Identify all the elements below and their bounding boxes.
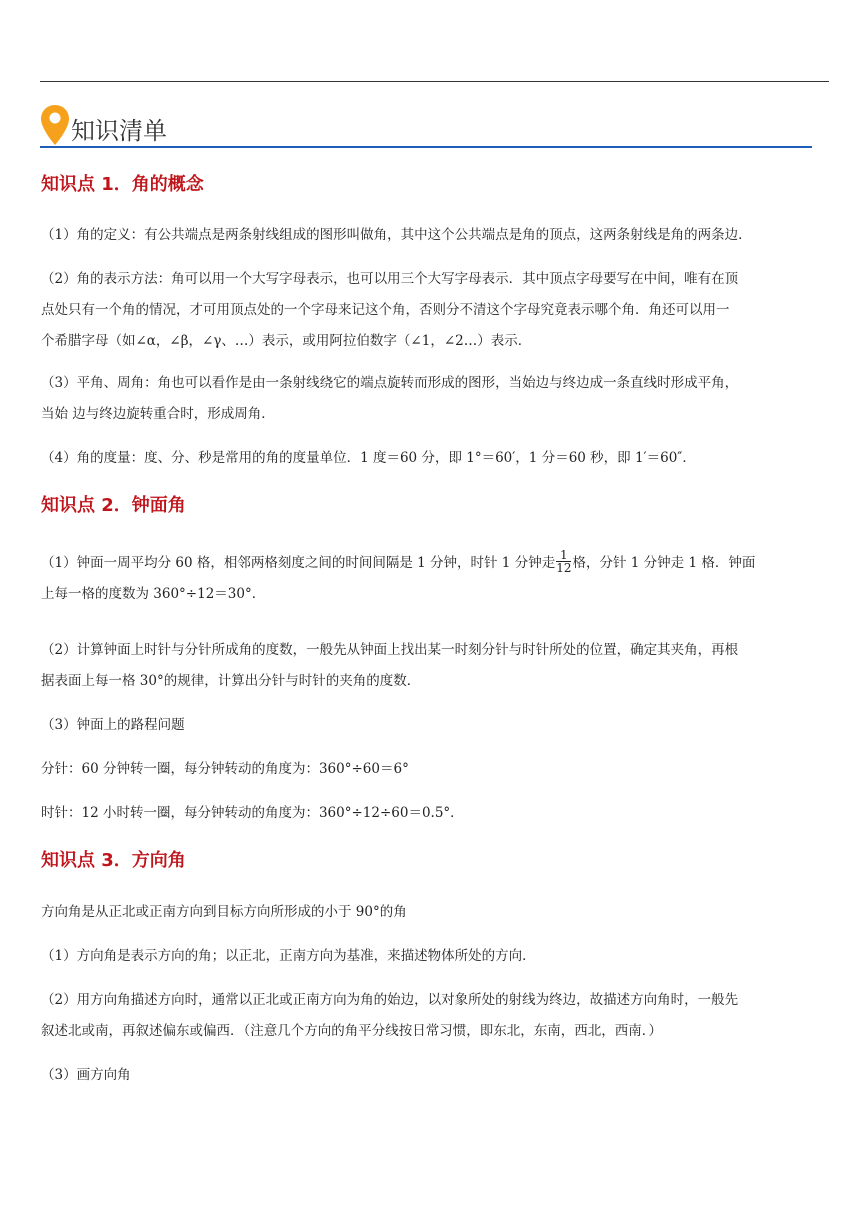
kp1-p2-line1: （2）角的表示方法：角可以用一个大写字母表示，也可以用三个大写字母表示．其中顶点字母要写在中间，唯有在顶 [41, 271, 739, 287]
section-header [40, 102, 812, 148]
kp1-paragraph-2 [41, 264, 831, 357]
kp2-p3: （3）钟面上的路程问题 [41, 717, 185, 733]
kp1-paragraph-1 [41, 220, 831, 251]
kp2-paragraph-2 [41, 635, 831, 697]
kp1-heading: 知识点 1．角的概念 [41, 174, 204, 195]
kp3-p2-line1: （2）用方向角描述方向时，通常以正北或正南方向为角的始边，以对象所处的射线为终边，故描述方向角时，一般先 [41, 992, 739, 1008]
kp3-paragraph-3 [41, 1060, 831, 1091]
kp1-p4: （4）角的度量：度、分、秒是常用的角的度量单位．1 度＝60 分，即 1°＝60′，1 分＝60 秒，即 1′＝60″． [41, 450, 696, 466]
kp1-p2-line2: 点处只有一个角的情况，才可用顶点处的一个字母来记这个角，否则分不清这个字母究竟表示哪个角．角还可以用一 [41, 302, 730, 318]
kp1-paragraph-3 [41, 368, 831, 430]
kp2-p2-line1: （2）计算钟面上时针与分针所成角的度数，一般先从钟面上找出某一时刻分针与时针所处的位置，确定其夹角，再根 [41, 642, 739, 658]
kp1-p3-line1: （3）平角、周角：角也可以看作是由一条射线绕它的端点旋转而形成的图形，当始边与终边成一条直线时形成平角， [41, 375, 739, 391]
kp3-paragraph-1 [41, 941, 831, 972]
kp1-p2-line3: 个希腊字母（如∠α，∠β，∠γ、…）表示，或用阿拉伯数字（∠1，∠2…）表示． [41, 333, 532, 349]
kp2-p1-text-b: 格，分针 1 分钟走 1 格．钟面 [572, 555, 756, 571]
kp2-heading: 知识点 2．钟面角 [41, 495, 186, 516]
kp2-p5: 时针：12 小时转一圈，每分钟转动的角度为：360°÷12÷60＝0.5°． [41, 805, 464, 821]
kp2-paragraph-5 [41, 798, 831, 829]
section-title: 知识清单 [71, 117, 167, 145]
kp2-p4: 分针：60 分钟转一圈，每分钟转动的角度为：360°÷60＝6° [41, 761, 409, 777]
kp3-heading: 知识点 3．方向角 [41, 850, 186, 871]
map-pin-icon [40, 104, 70, 146]
section-underline [40, 146, 812, 148]
fraction-one-twelfth [556, 549, 571, 574]
kp3-p3: （3）画方向角 [41, 1067, 131, 1083]
kp2-p2-line2: 据表面上每一格 30°的规律，计算出分针与时针的夹角的度数． [41, 673, 421, 689]
kp3-p2-line2: 叙述北或南，再叙述偏东或偏西．（注意几个方向的角平分线按日常习惯，即东北，东南，西北，西南．） [41, 1023, 662, 1039]
kp3-paragraph-2 [41, 985, 831, 1047]
kp1-paragraph-4 [41, 443, 831, 474]
kp2-paragraph-4 [41, 754, 831, 785]
fraction-denominator: 12 [556, 561, 572, 575]
fraction-numerator: 1 [556, 549, 571, 562]
kp2-p1-line2: 上每一格的度数为 360°÷12＝30°． [41, 586, 266, 602]
kp3-p1: （1）方向角是表示方向的角；以正北，正南方向为基准，来描述物体所处的方向． [41, 948, 536, 964]
top-rule [40, 81, 829, 82]
kp2-p1-text-a: （1）钟面一周平均分 60 格，相邻两格刻度之间的时间间隔是 1 分钟，时针 1 分钟走 [41, 555, 556, 571]
kp3-p0: 方向角是从正北或正南方向到目标方向所形成的小于 90°的角 [41, 904, 407, 920]
kp2-paragraph-1 [41, 548, 831, 610]
kp1-p1: （1）角的定义：有公共端点是两条射线组成的图形叫做角，其中这个公共端点是角的顶点，这两条射线是角的两条边． [41, 227, 752, 243]
kp2-paragraph-3 [41, 710, 831, 741]
kp1-p3-line2: 当始 边与终边旋转重合时，形成周角． [41, 406, 275, 422]
kp3-paragraph-0 [41, 897, 831, 928]
